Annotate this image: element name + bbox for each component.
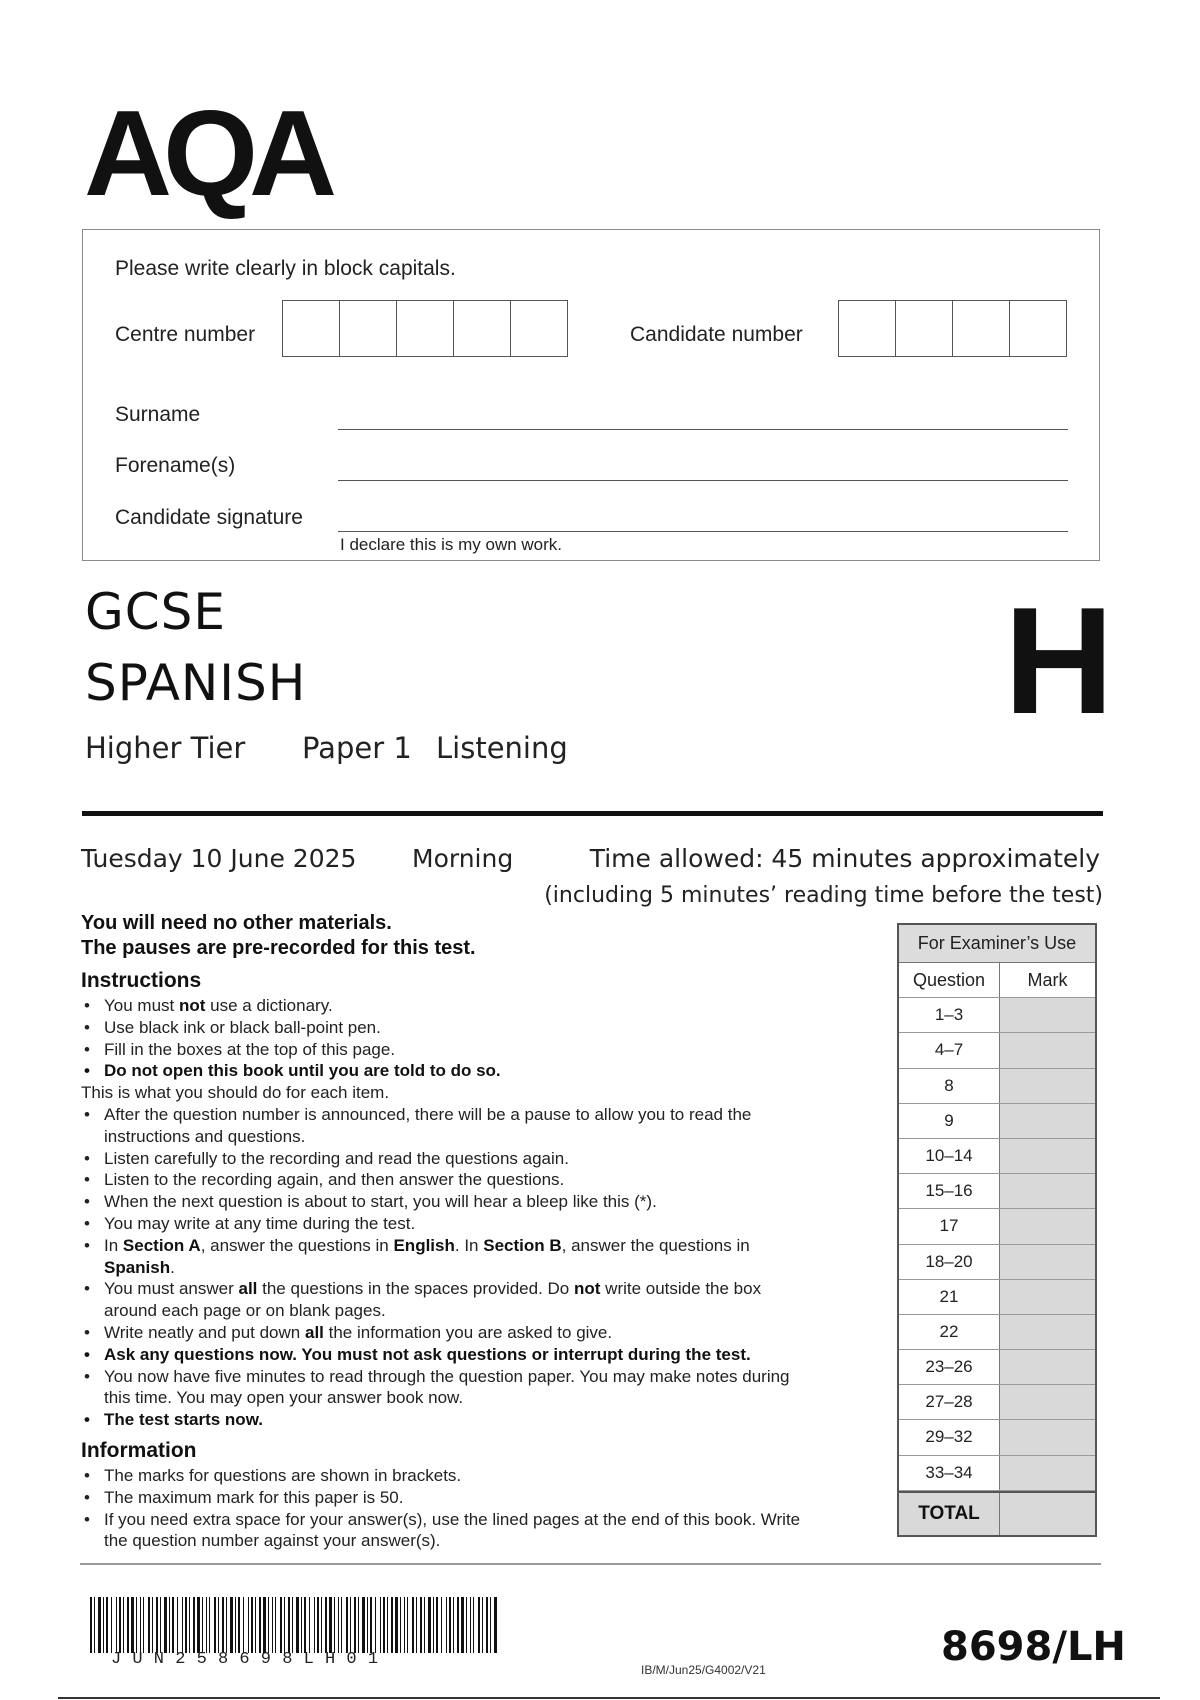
centre-number-digit[interactable]	[283, 301, 340, 356]
barcode-bar	[209, 1597, 210, 1653]
barcode-bar	[362, 1597, 365, 1653]
barcode-bar	[383, 1597, 385, 1653]
question-range: 10–14	[899, 1139, 1000, 1173]
materials-note: You will need no other materials.	[81, 912, 392, 934]
question-range: 17	[899, 1209, 1000, 1243]
instruction-item: • The test starts now.	[81, 1409, 811, 1431]
signature-label: Candidate signature	[115, 506, 303, 529]
barcode-bar	[98, 1597, 101, 1653]
footer-divider	[80, 1563, 1101, 1565]
barcode-bar	[461, 1597, 464, 1653]
title-divider	[82, 811, 1103, 816]
mark-cell[interactable]	[1000, 1069, 1095, 1103]
exam-date: Tuesday 10 June 2025	[81, 844, 357, 873]
barcode-bar	[189, 1597, 190, 1653]
barcode-bar	[490, 1597, 491, 1653]
instruction-item: • You must answer all the questions in the spaces provided. Do not write outside the box around each page or on blank pages.	[81, 1278, 811, 1322]
barcode-bar	[375, 1597, 376, 1653]
examiner-table-row	[899, 1245, 1095, 1280]
barcode-bar	[457, 1597, 459, 1653]
barcode-bar	[433, 1597, 434, 1653]
barcode-bar	[172, 1597, 174, 1653]
question-range: 23–26	[899, 1350, 1000, 1384]
barcode-bar	[230, 1597, 233, 1653]
information-list	[81, 1465, 811, 1552]
question-range: 8	[899, 1069, 1000, 1103]
barcode-bar	[185, 1597, 187, 1653]
information-heading: Information	[81, 1438, 197, 1462]
instruction-item: • You now have five minutes to read through the question paper. You may make notes during this time. You may open your answer book now.	[81, 1366, 811, 1410]
examiner-table-row	[899, 1420, 1095, 1455]
block-capitals-instruction: Please write clearly in block capitals.	[115, 257, 456, 280]
surname-label: Surname	[115, 403, 201, 426]
barcode-bar	[164, 1597, 167, 1653]
barcode-bar	[280, 1597, 282, 1653]
barcode-bar	[482, 1597, 483, 1653]
instruction-item: • Listen to the recording again, and then answer the questions.	[81, 1169, 811, 1191]
barcode-bar	[197, 1597, 200, 1653]
barcode-bar	[358, 1597, 359, 1653]
instruction-item: • You must not use a dictionary.	[81, 995, 811, 1017]
forenames-line[interactable]	[338, 480, 1068, 481]
barcode-bar	[90, 1597, 92, 1653]
candidate-number-digit[interactable]	[896, 301, 953, 356]
total-label: TOTAL	[899, 1493, 1000, 1535]
examiner-table-title: For Examiner’s Use	[899, 925, 1095, 963]
subject-title: SPANISH	[85, 654, 307, 712]
barcode-bar	[136, 1597, 137, 1653]
barcode-bar	[169, 1597, 170, 1653]
examiner-table-row	[899, 1209, 1095, 1244]
signature-line[interactable]	[338, 531, 1068, 532]
barcode-bar	[140, 1597, 141, 1653]
barcode-bar	[338, 1597, 339, 1653]
mark-cell[interactable]	[1000, 1139, 1095, 1173]
examiner-table-row	[899, 1385, 1095, 1420]
barcode-bar	[131, 1597, 134, 1653]
barcode-bar	[255, 1597, 256, 1653]
barcode-bar	[263, 1597, 266, 1653]
each-item-note: This is what you should do for each item.	[81, 1083, 390, 1103]
barcode-bar	[275, 1597, 276, 1653]
mark-cell[interactable]	[1000, 1209, 1095, 1243]
instruction-item: • Write neatly and put down all the information you are asked to give.	[81, 1322, 811, 1344]
barcode-bar	[160, 1597, 161, 1653]
barcode-bar	[296, 1597, 299, 1653]
instruction-item: • Fill in the boxes at the top of this page.	[81, 1039, 811, 1061]
barcode-bar	[424, 1597, 425, 1653]
information-item: • The marks for questions are shown in brackets.	[81, 1465, 811, 1487]
barcode-bar	[453, 1597, 454, 1653]
examiner-table-row	[899, 1350, 1095, 1385]
barcode-bar	[395, 1597, 398, 1653]
question-range: 29–32	[899, 1420, 1000, 1454]
instructions-column	[81, 911, 811, 1552]
instruction-item: • You may write at any time during the test.	[81, 1213, 811, 1235]
information-item: • If you need extra space for your answer(s), use the lined pages at the end of this book. Write the question number against your answer(s).	[81, 1509, 811, 1553]
centre-number-digit[interactable]	[340, 301, 397, 356]
question-column-header: Question	[899, 963, 1000, 997]
barcode	[90, 1597, 497, 1653]
barcode-bar	[370, 1597, 372, 1653]
instruction-item: • In Section A, answer the questions in English. In Section B, answer the questions in Spanish.	[81, 1235, 811, 1279]
barcode-bar	[156, 1597, 158, 1653]
mark-cell[interactable]	[1000, 1385, 1095, 1419]
examiner-table-header-row	[899, 963, 1095, 998]
centre-number-digit[interactable]	[511, 301, 567, 356]
barcode-bar	[350, 1597, 351, 1653]
question-range: 22	[899, 1315, 1000, 1349]
exam-session: Morning	[412, 844, 514, 873]
tier-label: Higher Tier	[85, 731, 246, 765]
mark-cell[interactable]	[1000, 1174, 1095, 1208]
mark-cell[interactable]	[1000, 1315, 1095, 1349]
barcode-bar	[407, 1597, 408, 1653]
barcode-bar	[152, 1597, 153, 1653]
instructions-heading: Instructions	[81, 969, 202, 992]
barcode-bar	[449, 1597, 451, 1653]
candidate-number-digit[interactable]	[953, 301, 1010, 356]
barcode-bar	[416, 1597, 417, 1653]
barcode-bar	[420, 1597, 422, 1653]
mark-column-header: Mark	[1000, 963, 1095, 997]
centre-number-label: Centre number	[115, 323, 256, 346]
barcode-bar	[127, 1597, 129, 1653]
instruction-item: • When the next question is about to start, you will hear a bleep like this (*).	[81, 1191, 811, 1213]
component-label: Listening	[436, 731, 568, 765]
barcode-bar	[202, 1597, 203, 1653]
barcode-bar	[428, 1597, 431, 1653]
candidate-number-boxes[interactable]	[838, 300, 1067, 357]
barcode-bar	[206, 1597, 207, 1653]
barcode-bar	[470, 1597, 471, 1653]
barcode-bar	[143, 1597, 144, 1653]
barcode-bar	[400, 1597, 401, 1653]
barcode-bar	[222, 1597, 224, 1653]
mark-cell[interactable]	[1000, 1350, 1095, 1384]
barcode-bar	[106, 1597, 108, 1653]
barcode-bar	[329, 1597, 332, 1653]
time-allowed: Time allowed: 45 minutes approximately	[589, 844, 1100, 873]
barcode-bar	[177, 1597, 178, 1653]
item-steps-list	[81, 1104, 811, 1431]
instruction-item: • After the question number is announced, there will be a pause to allow you to read the instructions and questions.	[81, 1104, 811, 1148]
barcode-bar	[387, 1597, 388, 1653]
barcode-text: JUN258698LH01	[111, 1650, 390, 1669]
question-range: 33–34	[899, 1456, 1000, 1490]
barcode-bar	[321, 1597, 322, 1653]
barcode-bar	[391, 1597, 393, 1653]
centre-number-digit[interactable]	[454, 301, 511, 356]
barcode-bar	[235, 1597, 236, 1653]
examiner-use-table	[897, 923, 1097, 1537]
barcode-bar	[334, 1597, 335, 1653]
barcode-bar	[494, 1597, 497, 1653]
examiner-table-row	[899, 998, 1095, 1033]
mark-cell[interactable]	[1000, 1280, 1095, 1314]
candidate-number-digit[interactable]	[1010, 301, 1066, 356]
barcode-bar	[268, 1597, 269, 1653]
barcode-bar	[314, 1597, 315, 1653]
barcode-bar	[466, 1597, 467, 1653]
barcode-bar	[251, 1597, 253, 1653]
barcode-bar	[226, 1597, 227, 1653]
barcode-bar	[309, 1597, 310, 1653]
barcode-bar	[218, 1597, 219, 1653]
barcode-bar	[380, 1597, 381, 1653]
question-range: 4–7	[899, 1033, 1000, 1067]
barcode-bar	[148, 1597, 150, 1653]
qualification-title: GCSE	[85, 583, 226, 641]
mark-cell[interactable]	[1000, 1456, 1095, 1490]
document-reference: IB/M/Jun25/G4002/V21	[641, 1663, 766, 1677]
barcode-bar	[272, 1597, 273, 1653]
candidate-number-label: Candidate number	[630, 323, 803, 346]
aqa-logo: AQA	[84, 85, 329, 221]
barcode-bar	[301, 1597, 302, 1653]
barcode-bar	[248, 1597, 249, 1653]
examiner-table-total-row	[899, 1491, 1095, 1535]
examiner-table-row	[899, 1315, 1095, 1350]
barcode-bar	[354, 1597, 356, 1653]
information-item: • The maximum mark for this paper is 50.	[81, 1487, 811, 1509]
page-bottom-rule	[58, 1697, 1160, 1699]
instruction-item: • Listen carefully to the recording and read the questions again.	[81, 1148, 811, 1170]
question-range: 18–20	[899, 1245, 1000, 1279]
declaration-text: I declare this is my own work.	[340, 535, 563, 554]
question-range: 21	[899, 1280, 1000, 1314]
instruction-item: • Ask any questions now. You must not ask questions or interrupt during the test.	[81, 1344, 811, 1366]
barcode-bar	[304, 1597, 306, 1653]
examiner-table-row	[899, 1104, 1095, 1139]
barcode-bar	[123, 1597, 124, 1653]
total-mark-cell[interactable]	[1000, 1493, 1095, 1535]
tier-letter: H	[1004, 576, 1114, 746]
barcode-bar	[341, 1597, 342, 1653]
paper-code: 8698/LH	[941, 1624, 1126, 1670]
mark-cell[interactable]	[1000, 998, 1095, 1032]
barcode-bar	[486, 1597, 488, 1653]
paper-label: Paper 1	[302, 731, 412, 765]
barcode-bar	[119, 1597, 121, 1653]
examiner-table-row	[899, 1174, 1095, 1209]
barcode-bar	[446, 1597, 447, 1653]
mark-cell[interactable]	[1000, 1245, 1095, 1279]
barcode-bar	[288, 1597, 290, 1653]
barcode-bar	[367, 1597, 368, 1653]
mark-cell[interactable]	[1000, 1104, 1095, 1138]
barcode-bar	[412, 1597, 414, 1653]
barcode-bar	[473, 1597, 474, 1653]
barcode-bar	[317, 1597, 319, 1653]
barcode-bar	[292, 1597, 293, 1653]
forenames-label: Forename(s)	[115, 454, 236, 477]
barcode-bar	[325, 1597, 327, 1653]
barcode-bar	[214, 1597, 216, 1653]
instructions-list	[81, 995, 811, 1082]
question-range: 1–3	[899, 998, 1000, 1032]
reading-time-note: (including 5 minutes’ reading time before the test)	[544, 883, 1103, 908]
examiner-table-row	[899, 1456, 1095, 1491]
barcode-bar	[284, 1597, 285, 1653]
candidate-details-box	[82, 229, 1100, 561]
examiner-table-row	[899, 1139, 1095, 1174]
barcode-bar	[116, 1597, 117, 1653]
barcode-bar	[111, 1597, 112, 1653]
barcode-bar	[182, 1597, 183, 1653]
examiner-table-row	[899, 1069, 1095, 1104]
mark-cell[interactable]	[1000, 1420, 1095, 1454]
examiner-table-row	[899, 1280, 1095, 1315]
pauses-note: The pauses are pre-recorded for this test.	[81, 937, 476, 959]
barcode-bar	[259, 1597, 261, 1653]
barcode-bar	[436, 1597, 438, 1653]
instruction-item: • Use black ink or black ball-point pen.	[81, 1017, 811, 1039]
barcode-bar	[238, 1597, 240, 1653]
centre-number-digit[interactable]	[397, 301, 454, 356]
barcode-bar	[441, 1597, 442, 1653]
surname-line[interactable]	[338, 429, 1068, 430]
question-range: 27–28	[899, 1385, 1000, 1419]
examiner-table-row	[899, 1033, 1095, 1068]
barcode-bar	[346, 1597, 348, 1653]
candidate-number-digit[interactable]	[839, 301, 896, 356]
centre-number-boxes[interactable]	[282, 300, 568, 357]
barcode-bar	[478, 1597, 480, 1653]
barcode-bar	[103, 1597, 104, 1653]
instruction-item: • Do not open this book until you are told to do so.	[81, 1060, 811, 1082]
barcode-bar	[94, 1597, 95, 1653]
mark-cell[interactable]	[1000, 1033, 1095, 1067]
question-range: 9	[899, 1104, 1000, 1138]
barcode-bar	[193, 1597, 195, 1653]
barcode-bar	[404, 1597, 405, 1653]
question-range: 15–16	[899, 1174, 1000, 1208]
barcode-bar	[243, 1597, 244, 1653]
